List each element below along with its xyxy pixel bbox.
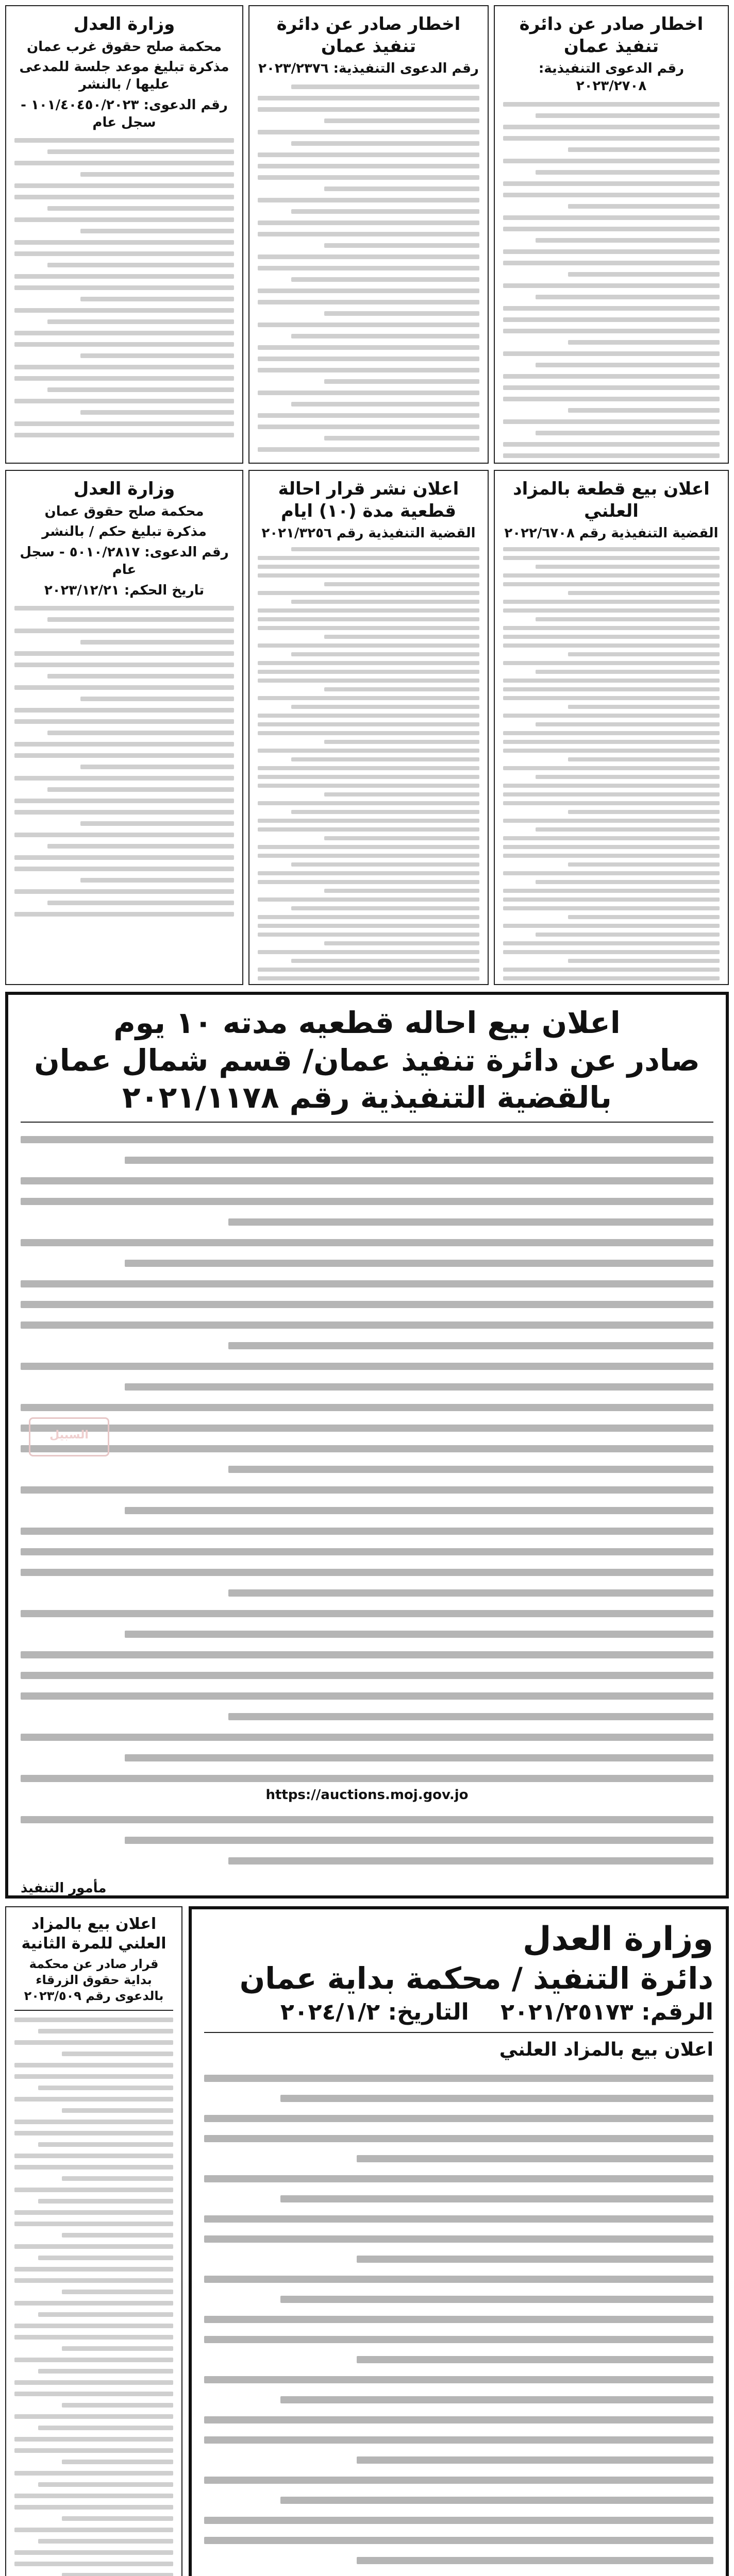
auctions-url: https://auctions.moj.gov.jo xyxy=(265,1787,469,1803)
notice-title: اخطار صادر عن دائرة تنفيذ عمان xyxy=(519,14,704,57)
department-name: دائرة التنفيذ / محكمة بداية عمان xyxy=(239,1961,713,1996)
case-number: القضية التنفيذية رقم ٢٠٢١/٣٢٥٦ xyxy=(261,526,476,541)
notice-title: اعلان نشر قرار احالة قطعية مدة (١٠) ايام xyxy=(278,479,459,521)
big-notice-case: بالقضية التنفيذية رقم ٢٠٢١/١١٧٨ xyxy=(122,1080,612,1115)
notice-title: اخطار صادر عن دائرة تنفيذ عمان xyxy=(276,14,461,57)
watermark: السبيل xyxy=(29,1417,109,1456)
notice-top-left xyxy=(5,5,243,464)
big-notice-subtitle: صادر عن دائرة تنفيذ عمان/ قسم شمال عمان xyxy=(34,1042,700,1078)
big-sale-notice xyxy=(5,992,729,1899)
ministry-name: وزارة العدل xyxy=(522,1920,713,1958)
notice-subtitle: قرار صادر عن محكمة بداية حقوق الزرقاء بالدعوى رقم ٢٠٢٣/٥٠٩ xyxy=(24,1957,164,2004)
notice-middle-right xyxy=(494,470,729,985)
big-notice-title: اعلان بيع احاله قطعيه مدته ١٠ يوم xyxy=(113,1005,621,1040)
notice-top-right xyxy=(494,5,729,464)
case-number: رقم الدعوى: ٥٠١٠/٢٨١٧ - سجل عام xyxy=(20,545,229,578)
notice-title: اعلان بيع قطعة بالمزاد العلني xyxy=(513,479,710,521)
case-number: القضية التنفيذية رقم ٢٠٢٢/٦٧٠٨ xyxy=(504,526,719,541)
notice-date: التاريخ: ٢٠٢٤/١/٢ xyxy=(280,1998,469,2025)
notice-bottom-left xyxy=(5,1906,182,2576)
ministry-name: وزارة العدل xyxy=(73,14,175,35)
signature: مأمور التنفيذ xyxy=(21,1880,107,1896)
case-number: الرقم: ٢٠٢١/٢٥١٧٣ xyxy=(501,1998,713,2025)
notice-middle-center xyxy=(248,470,489,985)
court-name: محكمة صلح حقوق عمان xyxy=(44,503,204,519)
case-number: رقم الدعوى: ١٠١/٤٠٤٥٠/٢٠٢٣ - سجل عام xyxy=(21,97,228,130)
notice-subject: مذكرة تبليغ موعد جلسة للمدعى عليها / بالنشر xyxy=(19,59,229,93)
notice-top-center xyxy=(248,5,489,464)
judgment-date: تاريخ الحكم: ٢٠٢٣/١٢/٢١ xyxy=(44,582,205,598)
sale-heading: اعلان بيع بالمزاد العلني xyxy=(499,2039,713,2060)
notice-bottom-right xyxy=(189,1906,729,2576)
court-name: محكمة صلح حقوق غرب عمان xyxy=(26,39,222,55)
notice-subject: مذكرة تبليغ حكم / بالنشر xyxy=(42,524,207,540)
case-number: رقم الدعوى التنفيذية: ٢٠٢٣/٢٣٧٦ xyxy=(258,61,479,76)
case-and-date xyxy=(204,1997,713,2027)
ministry-name: وزارة العدل xyxy=(73,479,175,499)
case-number: رقم الدعوى التنفيذية: ٢٠٢٣/٢٧٠٨ xyxy=(538,61,685,94)
notice-middle-left xyxy=(5,470,243,985)
notice-title: اعلان بيع بالمزاد العلني للمرة الثانية xyxy=(21,1915,166,1953)
